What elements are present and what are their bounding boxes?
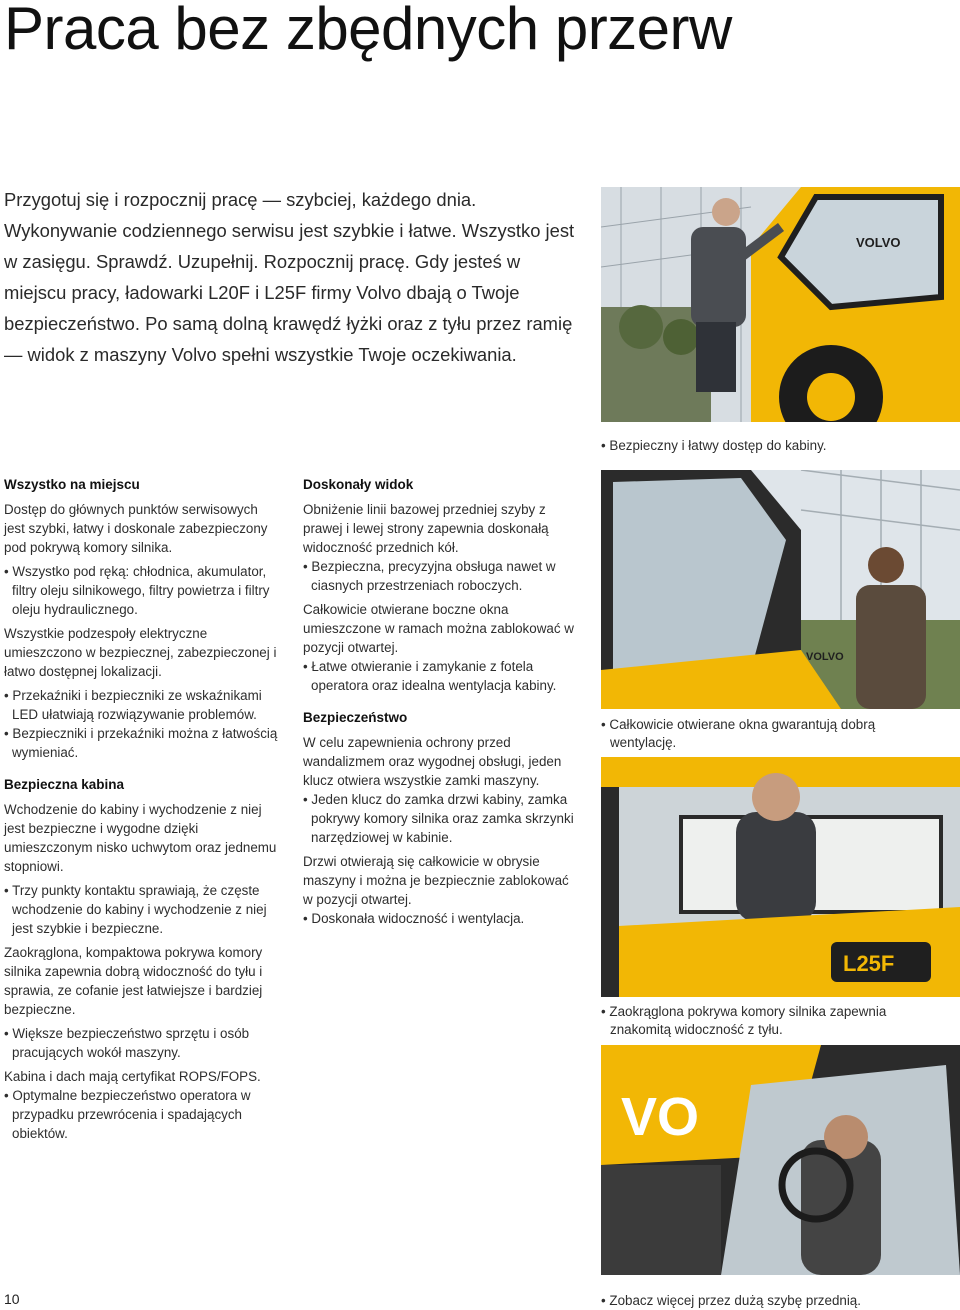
photo-open-window [601,470,960,709]
bullet-item: • Łatwe otwieranie i zamykanie z fotela operatora oraz idealna wentylacja kabiny. [303,659,557,693]
paragraph: W celu zapewnienia ochrony przed wandalizmem oraz wygodnej obsługi, jeden klucz otwiera wszystkie zamki maszyny. [303,735,562,788]
photo-cab-access [601,187,960,422]
bullet-item: • Bezpieczna, precyzyjna obsługa nawet w ciasnych przestrzeniach roboczych. [303,559,556,593]
photo-rear-visibility [601,757,960,997]
caption-open-window: • Całkowicie otwierane okna gwarantują dobrą wentylację. [601,717,876,750]
bullet-item: • Wszystko pod ręką: chłodnica, akumulator, filtry oleju silnikowego, filtry powietrza i filtry oleju hydraulicznego. [4,564,270,617]
bullet-item: • Większe bezpieczeństwo sprzętu i osób pracujących wokół maszyny. [4,1026,250,1060]
bullet-item: • Trzy punkty kontaktu sprawiają, że częste wchodzenie do kabiny i wychodzenie z niej jest szybkie i bezpieczne. [4,883,267,936]
column-middle [303,476,578,933]
cab-access-image [601,187,960,422]
paragraph: Kabina i dach mają certyfikat ROPS/FOPS. [4,1069,261,1084]
volvo-logo-door: VOLVO [806,651,844,663]
bullet-item: • Bezpieczniki i przekaźniki można z łatwością wymieniać. [4,726,278,760]
paragraph: Drzwi otwierają się całkowicie w obrysie maszyny i można je bezpiecznie zablokować w pozycji otwartej. [303,854,569,907]
paragraph: Wchodzenie do kabiny i wychodzenie z niej jest bezpieczne i wygodne dzięki umieszczonym nisko uchwytom oraz jednemu stopniowi. [4,802,277,874]
intro-paragraph: Przygotuj się i rozpocznij pracę — szybciej, każdego dnia. Wykonywanie codziennego serwisu jest szybkie i łatwe. Wszystko jest w zasięgu. Sprawdź. Uzupełnij. Rozpocznij pracę. Gdy jesteś w miejscu pracy, ładowarki L20F i L25F firmy Volvo dbają o Twoje bezpieczeństwo. Po samą dolną krawędź łyżki oraz z tyłu przez ramię — widok z maszyny Volvo spełni wszystkie Twoje oczekiwania. [4,189,575,365]
bullet-item: • Optymalne bezpieczeństwo operatora w przypadku przewrócenia i spadających obiektów. [4,1088,251,1141]
windshield-image [601,1045,960,1275]
caption-windshield: • Zobacz więcej przez dużą szybę przednią. [601,1293,861,1308]
bullet-item: • Przekaźniki i bezpieczniki ze wskaźnikami LED ułatwiają rozwiązywanie problemów. [4,688,262,722]
paragraph: Obniżenie linii bazowej przedniej szyby z prawej i lewej strony zapewnia doskonałą widoczność przednich kół. [303,502,549,555]
caption-cab-access: • Bezpieczny i łatwy dostęp do kabiny. [601,438,827,453]
caption-rear-visibility: • Zaokrąglona pokrywa komory silnika zapewnia znakomitą widoczność z tyłu. [601,1004,887,1037]
heading-wszystko-na-miejscu: Wszystko na miejscu [4,477,140,492]
heading-bezpieczenstwo: Bezpieczeństwo [303,710,408,725]
paragraph: Dostęp do głównych punktów serwisowych jest szybki, łatwy i doskonale zabezpieczony pod pokrywą komory silnika. [4,502,268,555]
heading-bezpieczna-kabina: Bezpieczna kabina [4,777,125,792]
open-window-image [601,470,960,709]
bullet-item: • Doskonała widoczność i wentylacja. [303,911,525,926]
photo-windshield [601,1045,960,1275]
heading-doskonaly-widok: Doskonały widok [303,477,414,492]
volvo-logo-cab: VOLVO [856,235,901,250]
paragraph: Całkowicie otwierane boczne okna umieszczone w ramach można zablokować w pozycji otwartej. [303,602,574,655]
rear-visibility-image [601,757,960,997]
page-number: 10 [4,1291,20,1307]
bullet-item: • Jeden klucz do zamka drzwi kabiny, zamka pokrywy komory silnika oraz zamka skrzynki narzędziowej w kabinie. [303,792,574,845]
volvo-logo-front: VO [621,1087,700,1147]
model-decal: L25F [843,951,895,976]
paragraph: Wszystkie podzespoły elektryczne umieszczono w bezpiecznej, zabezpieczonej i łatwo dostępnej lokalizacji. [4,626,277,679]
column-left [4,476,279,1148]
paragraph: Zaokrąglona, kompaktowa pokrywa komory silnika zapewnia dobrą widoczność do tyłu i sprawia, ze cofanie jest łatwiejsze i bardziej bezpieczne. [4,945,263,1017]
page-title: Praca bez zbędnych przerw [4,0,732,62]
